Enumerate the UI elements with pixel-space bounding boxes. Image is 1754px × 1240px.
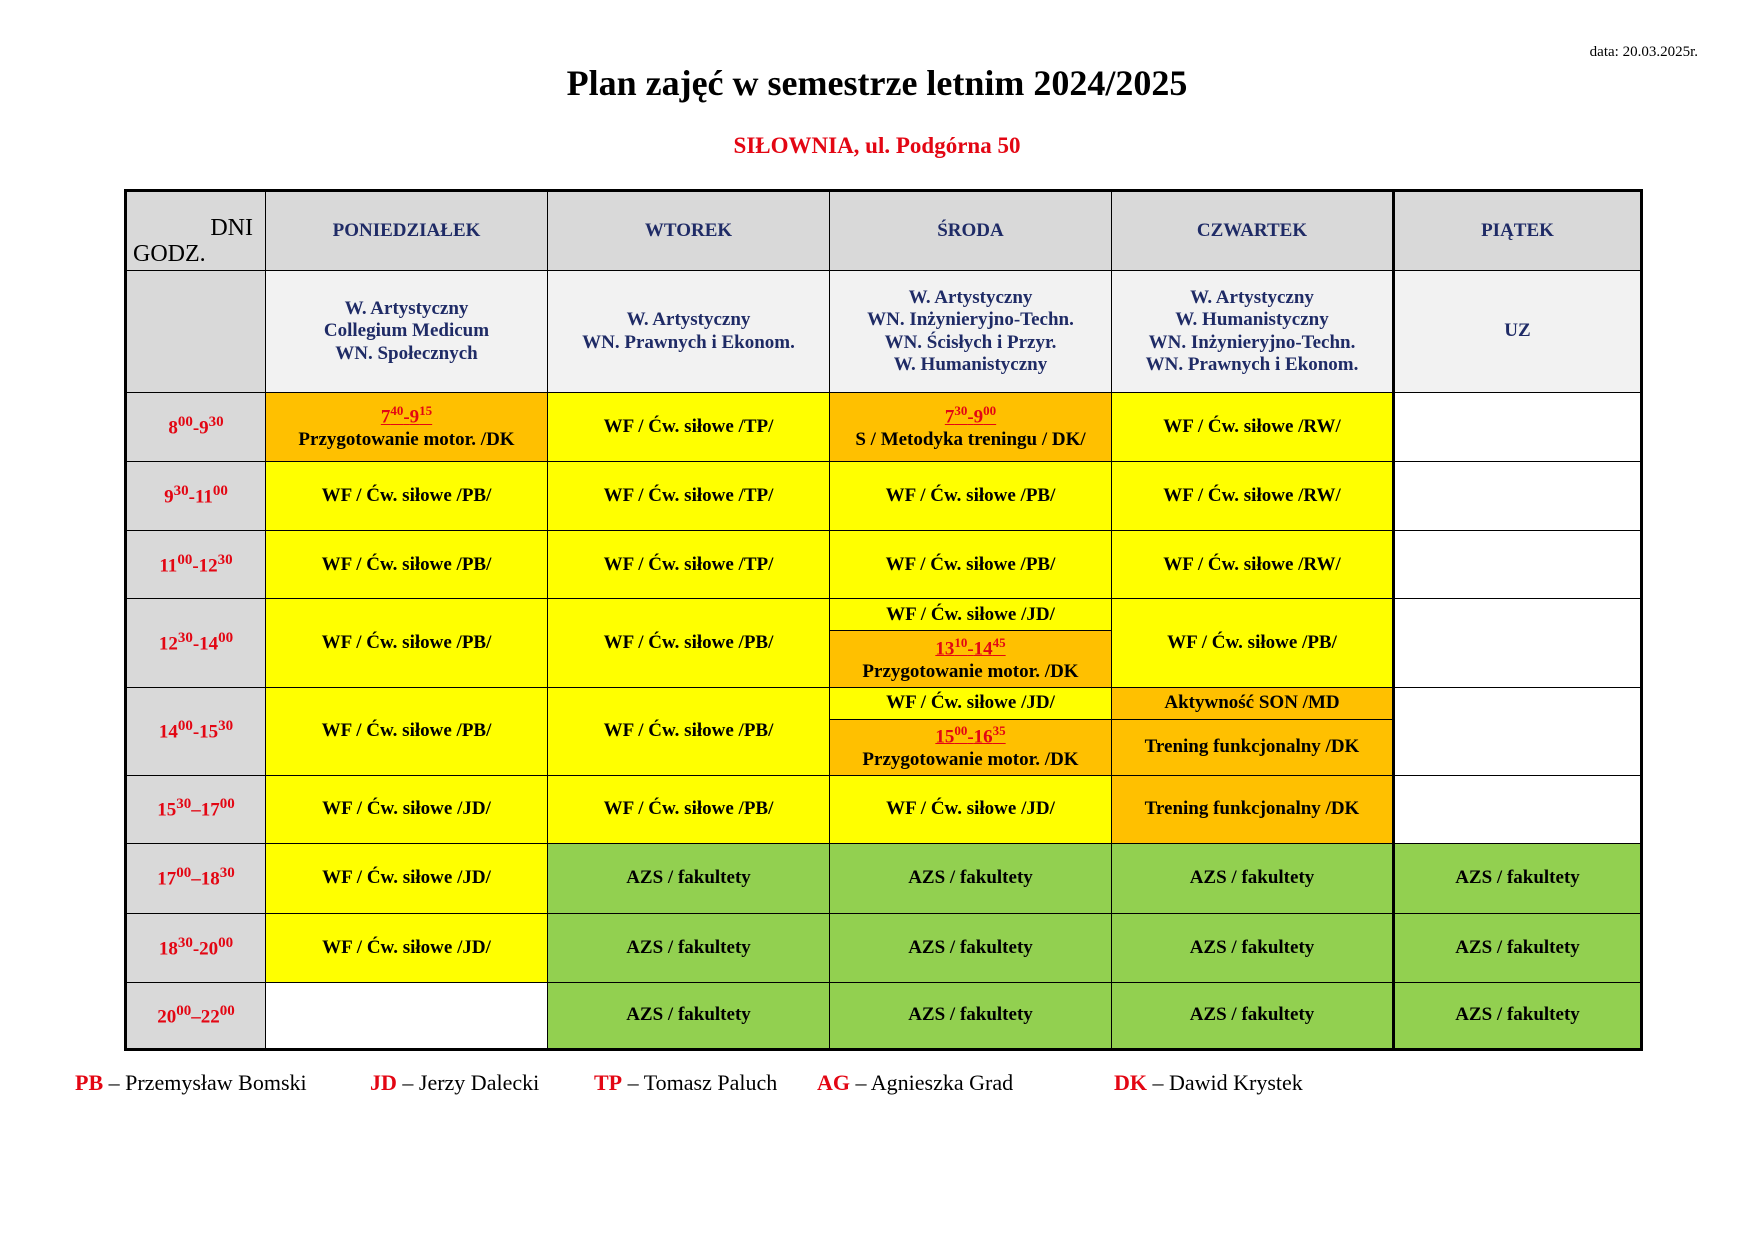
day-header-thu: CZWARTEK <box>1112 191 1394 271</box>
class-time-range: $13^{10}-14^{45}$ <box>935 634 1006 660</box>
class-cell: AZS / fakultety <box>548 913 830 982</box>
class-cell: AZS / fakultety <box>1394 982 1642 1049</box>
class-cell: AZS / fakultety <box>1112 913 1394 982</box>
class-cell: WF / Ćw. siłowe /RW/ <box>1112 531 1394 599</box>
time-slot: $8^{00}-9^{30}$ <box>126 393 266 462</box>
class-time-range: $15^{00}-16^{35}$ <box>935 723 1006 748</box>
day-header-fri: PIĄTEK <box>1394 191 1642 271</box>
faculty-line: WN. Społecznych <box>335 342 478 364</box>
legend-item: PB – Przemysław Bomski <box>75 1070 307 1095</box>
time-slot: $20^{00}-22^{00}$ <box>126 982 266 1049</box>
empty-cell <box>1394 687 1642 775</box>
faculty-line: UZ <box>1504 320 1531 342</box>
class-cell: WF / Ćw. siłowe /RW/ <box>1112 462 1394 531</box>
faculty-line: WN. Inżynieryjno-Techn. <box>1148 331 1356 353</box>
class-cell: WF / Ćw. siłowe /PB/ <box>266 599 548 687</box>
time-slot: $18^{30}-20^{00}$ <box>126 913 266 982</box>
class-cell <box>830 631 1112 687</box>
class-cell: WF / Ćw. siłowe /PB/ <box>830 531 1112 599</box>
class-cell: AZS / fakultety <box>830 913 1112 982</box>
class-title: Przygotowanie motor. /DK <box>862 748 1079 770</box>
faculty-line: W. Artystyczny <box>1190 286 1314 308</box>
class-cell: AZS / fakultety <box>830 982 1112 1049</box>
faculty-cell <box>1394 271 1642 393</box>
class-cell: WF / Ćw. siłowe /JD/ <box>266 775 548 843</box>
class-cell: AZS / fakultety <box>1394 843 1642 913</box>
legend <box>0 1070 1754 1100</box>
class-cell: WF / Ćw. siłowe /JD/ <box>266 913 548 982</box>
class-cell: Trening funkcjonalny /DK <box>1112 719 1394 775</box>
page-title: Plan zajęć w semestrze letnim 2024/2025 <box>566 63 1188 103</box>
class-cell: AZS / fakultety <box>1112 982 1394 1049</box>
time-slot: $9^{30}-11^{00}$ <box>126 462 266 531</box>
faculty-cell <box>830 271 1112 393</box>
faculty-line: WN. Prawnych i Ekonom. <box>582 331 795 353</box>
day-header-tue: WTOREK <box>548 191 830 271</box>
class-cell: WF / Ćw. siłowe /PB/ <box>1112 599 1394 687</box>
faculty-cell <box>266 271 548 393</box>
empty-cell <box>1394 531 1642 599</box>
legend-item: DK – Dawid Krystek <box>1114 1070 1303 1095</box>
faculty-line: W. Humanistyczny <box>893 354 1048 376</box>
legend-item: JD – Jerzy Dalecki <box>370 1070 540 1095</box>
class-cell: WF / Ćw. siłowe /JD/ <box>266 843 548 913</box>
time-slot: $11^{00}-12^{30}$ <box>126 531 266 599</box>
legend-item: TP – Tomasz Paluch <box>594 1070 778 1095</box>
faculty-cell <box>1112 271 1394 393</box>
class-title: Przygotowanie motor. /DK <box>298 428 515 450</box>
class-time-range: $7^{40}-9^{15}$ <box>380 403 433 428</box>
class-cell: WF / Ćw. siłowe /JD/ <box>830 687 1112 719</box>
time-slot: $17^{00}-18^{30}$ <box>126 843 266 913</box>
class-cell: WF / Ćw. siłowe /TP/ <box>548 393 830 462</box>
class-cell: WF / Ćw. siłowe /PB/ <box>548 775 830 843</box>
class-cell: WF / Ćw. siłowe /RW/ <box>1112 393 1394 462</box>
class-cell: WF / Ćw. siłowe /JD/ <box>830 775 1112 843</box>
faculty-row-label <box>126 271 266 393</box>
class-cell: WF / Ćw. siłowe /PB/ <box>548 687 830 775</box>
class-cell: AZS / fakultety <box>830 843 1112 913</box>
class-cell: Aktywność SON /MD <box>1112 687 1394 719</box>
time-slot: $12^{30}-14^{00}$ <box>126 599 266 687</box>
empty-cell <box>266 982 548 1049</box>
class-cell: WF / Ćw. siłowe /PB/ <box>548 599 830 687</box>
date-stamp: data: 20.03.2025r. <box>1589 44 1698 60</box>
faculty-line: Collegium Medicum <box>323 320 490 342</box>
empty-cell <box>1394 599 1642 687</box>
class-cell <box>266 393 548 462</box>
class-title: Przygotowanie motor. /DK <box>862 660 1079 682</box>
class-cell: WF / Ćw. siłowe /TP/ <box>548 462 830 531</box>
class-title: S / Metodyka treningu / DK/ <box>855 428 1086 450</box>
class-cell: WF / Ćw. siłowe /PB/ <box>266 462 548 531</box>
class-cell <box>830 393 1112 462</box>
class-cell: WF / Ćw. siłowe /PB/ <box>266 687 548 775</box>
class-cell: Trening funkcjonalny /DK <box>1112 775 1394 843</box>
empty-cell <box>1394 393 1642 462</box>
class-cell: WF / Ćw. siłowe /PB/ <box>830 462 1112 531</box>
time-slot: $14^{00}-15^{30}$ <box>126 687 266 775</box>
empty-cell <box>1394 462 1642 531</box>
day-header-mon: PONIEDZIAŁEK <box>266 191 548 271</box>
corner-header <box>126 191 266 271</box>
class-cell: AZS / fakultety <box>1112 843 1394 913</box>
class-cell: WF / Ćw. siłowe /JD/ <box>830 599 1112 631</box>
legend-item: AG – Agnieszka Grad <box>817 1070 1014 1095</box>
class-cell <box>830 719 1112 775</box>
day-header-wed: ŚRODA <box>830 191 1112 271</box>
page-subtitle: SIŁOWNIA, ul. Podgórna 50 <box>733 133 1021 158</box>
class-cell: WF / Ćw. siłowe /TP/ <box>548 531 830 599</box>
faculty-line: W. Artystyczny <box>908 286 1033 308</box>
faculty-line: W. Artystyczny <box>626 309 751 331</box>
faculty-line: WN. Ścisłych i Przyr. <box>884 331 1057 353</box>
corner-godz: GODZ. <box>133 240 206 267</box>
faculty-line: WN. Prawnych i Ekonom. <box>1145 354 1359 376</box>
class-time-range: $7^{30}-9^{00}$ <box>944 403 997 428</box>
class-cell: AZS / fakultety <box>548 982 830 1049</box>
time-slot: $15^{30}-17^{00}$ <box>126 775 266 843</box>
empty-cell <box>1394 775 1642 843</box>
faculty-line: W. Humanistyczny <box>1175 309 1329 331</box>
schedule-table <box>124 189 1643 1051</box>
faculty-line: W. Artystyczny <box>344 298 469 320</box>
class-cell: AZS / fakultety <box>1394 913 1642 982</box>
faculty-cell <box>548 271 830 393</box>
corner-dni: DNI <box>210 215 253 241</box>
class-cell: AZS / fakultety <box>548 843 830 913</box>
class-cell: WF / Ćw. siłowe /PB/ <box>266 531 548 599</box>
faculty-line: WN. Inżynieryjno-Techn. <box>867 309 1074 331</box>
